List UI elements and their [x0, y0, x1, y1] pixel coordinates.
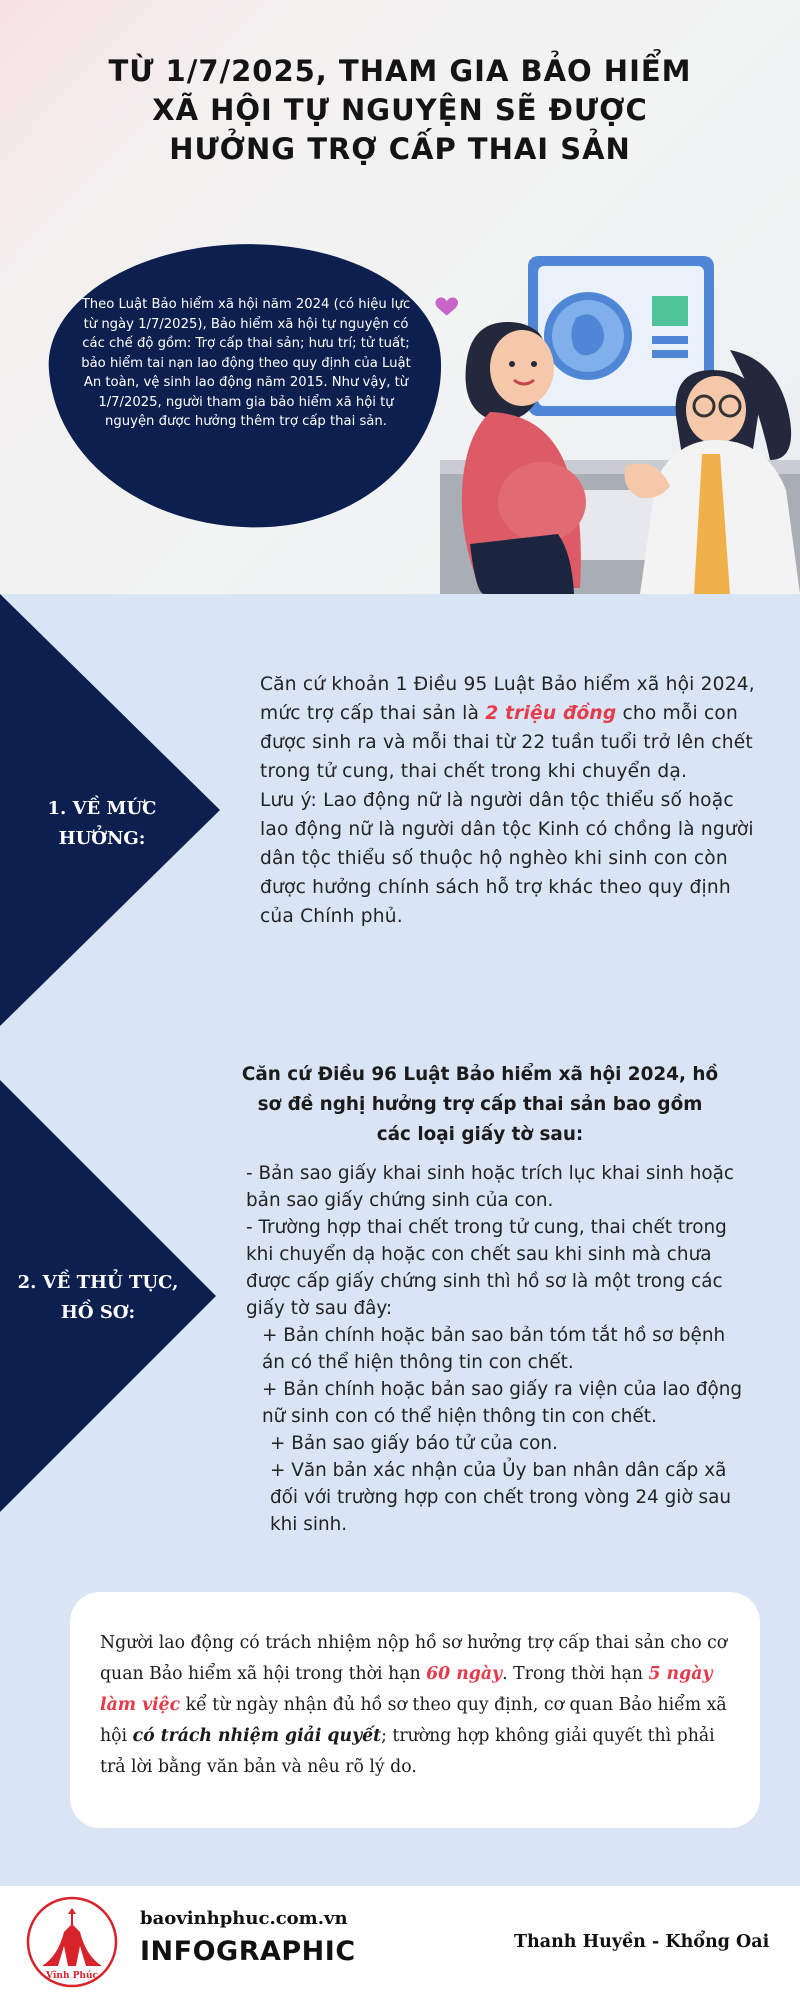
- section1-highlight: 2 triệu đồng: [485, 703, 617, 724]
- note-part: kể từ ngày nhận đủ hồ sơ theo quy định, cơ quan Bảo hiểm xã hội: [100, 1695, 727, 1746]
- document-item: - Bản sao giấy khai sinh hoặc trích lục khai sinh hoặc bản sao giấy chứng sinh của con.: [246, 1163, 734, 1211]
- section2-heading: Căn cứ Điều 96 Luật Bảo hiểm xã hội 2024, hồ sơ đề nghị hưởng trợ cấp thai sản bao gồm các loại giấy tờ sau:: [241, 1064, 719, 1145]
- section1-label: 1. VỀ MỨC HƯỞNG:: [47, 798, 157, 849]
- site-url[interactable]: baovinhphuc.com.vn: [140, 1908, 348, 1929]
- document-subitem: + Bản chính hoặc bản sao giấy ra viện của lao động nữ sinh con có thể hiện thông tin con chết.: [262, 1379, 743, 1427]
- vinh-phuc-logo: [26, 1896, 118, 1988]
- document-item: - Trường hợp thai chết trong tử cung, thai chết trong khi chuyển dạ hoặc con chết sau khi sinh mà chưa được cấp giấy chứng sinh thì hồ sơ là một trong các giấy tờ sau đây:: [246, 1217, 727, 1319]
- section1-note: Lưu ý: Lao động nữ là người dân tộc thiểu số hoặc lao động nữ là người dân tộc Kinh có chồng là người dân tộc thiểu số thuộc hộ nghèo khi sinh con còn được hưởng chính sách hỗ trợ khác theo quy định của Chính phủ.: [260, 790, 754, 927]
- section2-label: 2. VỀ THỦ TỤC, HỒ SƠ:: [17, 1272, 179, 1323]
- note-highlight-60-days: 60 ngày: [426, 1664, 503, 1684]
- header: [0, 0, 800, 594]
- note-highlight-5-days: 5 ngày làm việc: [100, 1664, 713, 1715]
- section2-body: [246, 1160, 746, 1538]
- document-subitem: + Bản chính hoặc bản sao bản tóm tắt hồ sơ bệnh án có thể hiện thông tin con chết.: [262, 1325, 726, 1373]
- authors: Thanh Huyền - Khổng Oai: [514, 1932, 770, 1952]
- note-part: Người lao động có trách nhiệm nộp hồ sơ hưởng trợ cấp thai sản cho cơ quan Bảo hiểm xã hội trong thời hạn: [100, 1633, 728, 1684]
- document-subitem: + Bản sao giấy báo tử của con.: [270, 1433, 558, 1454]
- logo-text: Vĩnh Phúc: [46, 1971, 98, 1981]
- section1-text: [260, 670, 760, 931]
- note-part: ; trường hợp không giải quyết thì phải trả lời bằng văn bản và nêu rõ lý do.: [100, 1726, 715, 1777]
- section1-text-end: cho mỗi con được sinh ra và mỗi thai từ 22 tuần tuổi trở lên chết trong tử cung, thai chết trong khi chuyển dạ.: [260, 703, 753, 782]
- deadline-note-card: [70, 1592, 760, 1828]
- page-title: TỪ 1/7/2025, THAM GIA BẢO HIỂM XÃ HỘI TỰ NGUYỆN SẼ ĐƯỢC HƯỞNG TRỢ CẤP THAI SẢN: [108, 54, 692, 166]
- intro-text: Theo Luật Bảo hiểm xã hội năm 2024 (có hiệu lực từ ngày 1/7/2025), Bảo hiểm xã hội tự nguyện có các chế độ gồm: Trợ cấp thai sản; hưu trí; tử tuất; bảo hiểm tai nạn lao động theo quy định của Luật An toàn, vệ sinh lao động năm 2015. Như vậy, từ 1/7/2025, người tham gia bảo hiểm xã hội tự nguyện được hưởng thêm trợ cấp thai sản.: [81, 297, 411, 429]
- document-subitem: + Văn bản xác nhận của Ủy ban nhân dân cấp xã đối với trường hợp con chết trong vòng 24 giờ sau khi sinh.: [270, 1460, 731, 1535]
- note-emphasis: có trách nhiệm giải quyết: [132, 1726, 382, 1746]
- content-sections: [0, 594, 800, 1886]
- infographic-brand: INFOGRAPHIC: [140, 1936, 356, 1967]
- pregnant-woman-and-doctor-illustration: [430, 240, 800, 594]
- footer: [0, 1886, 800, 2000]
- deadline-note-text: [100, 1628, 740, 1783]
- note-part: . Trong thời hạn: [502, 1664, 649, 1684]
- section1-text-start: Căn cứ khoản 1 Điều 95 Luật Bảo hiểm xã hội 2024, mức trợ cấp thai sản là: [260, 674, 755, 724]
